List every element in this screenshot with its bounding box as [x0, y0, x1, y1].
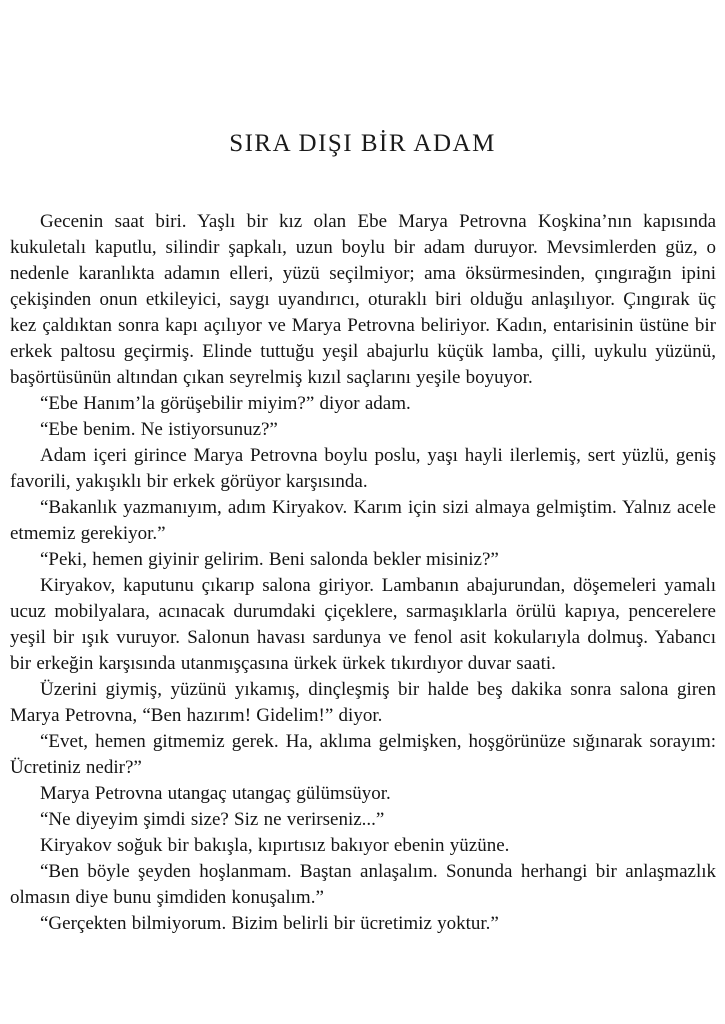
story-paragraph-14: “Gerçekten bilmiyorum. Bizim belirli bir ücretimiz yoktur.” — [40, 913, 499, 934]
story-paragraph-7: Kiryakov, kaputunu çıkarıp salona giriyor. Lambanın abajurundan, döşemeleri yamalı ucuz mobilyalara, acınacak durumdaki çiçeklere, sarmaşıklarla örülü kapıya, pencerelere yeşil bir ışık vuruyor. Salonun havası sardunya ve fenol asit kokularıyla dolmuş. Yabancı bir erkeğin karşısında utanmışçasına ürkek ürkek tıkırdıyor duvar saati. — [10, 575, 716, 674]
story-paragraph-3: “Ebe benim. Ne istiyorsunuz?” — [40, 419, 278, 440]
story-paragraph-11: “Ne diyeyim şimdi size? Siz ne verirseniz...” — [40, 809, 385, 830]
story-body — [10, 209, 716, 937]
story-paragraph-2: “Ebe Hanım’la görüşebilir miyim?” diyor adam. — [40, 393, 411, 414]
story-title: SIRA DIŞI BİR ADAM — [229, 130, 496, 157]
story-paragraph-5: “Bakanlık yazmanıyım, adım Kiryakov. Karım için sizi almaya gelmiştim. Yalnız acele etmemiz gerekiyor.” — [10, 497, 716, 544]
story-paragraph-13: “Ben böyle şeyden hoşlanmam. Baştan anlaşalım. Sonunda herhangi bir anlaşmazlık olmasın diye bunu şimdiden konuşalım.” — [10, 861, 716, 908]
story-paragraph-4: Adam içeri girince Marya Petrovna boylu poslu, yaşı hayli ilerlemiş, sert yüzlü, geniş favorili, yakışıklı bir erkek görüyor karşısında. — [10, 445, 716, 492]
story-paragraph-12: Kiryakov soğuk bir bakışla, kıpırtısız bakıyor ebenin yüzüne. — [40, 835, 510, 856]
story-paragraph-9: “Evet, hemen gitmemiz gerek. Ha, aklıma gelmişken, hoşgörünüze sığınarak sorayım: Ücretiniz nedir?” — [10, 731, 716, 778]
story-paragraph-6: “Peki, hemen giyinir gelirim. Beni salonda bekler misiniz?” — [40, 549, 499, 570]
story-paragraph-1: Gecenin saat biri. Yaşlı bir kız olan Ebe Marya Petrovna Koşkina’nın kapısında kukuletalı kaputlu, silindir şapkalı, uzun boylu bir adam duruyor. Mevsimlerden güz, o nedenle karanlıkta adamın elleri, yüzü seçilmiyor; ama öksürmesinden, çıngırağın ipini çekişinden onun etkileyici, saygı uyandırıcı, oturaklı biri olduğu anlaşılıyor. Çıngırak üç kez çaldıktan sonra kapı açılıyor ve Marya Petrovna beliriyor. Kadın, entarisinin üstüne bir erkek paltosu geçirmiş. Elinde tuttuğu yeşil abajurlu küçük lamba, çilli, uykulu yüzünü, başörtüsünün altından çıkan seyrelmiş kızıl saçlarını yeşile boyuyor. — [10, 211, 716, 388]
story-paragraph-8: Üzerini giymiş, yüzünü yıkamış, dinçleşmiş bir halde beş dakika sonra salona giren Marya Petrovna, “Ben hazırım! Gidelim!” diyor. — [10, 679, 716, 726]
story-paragraph-10: Marya Petrovna utangaç utangaç gülümsüyor. — [40, 783, 391, 804]
